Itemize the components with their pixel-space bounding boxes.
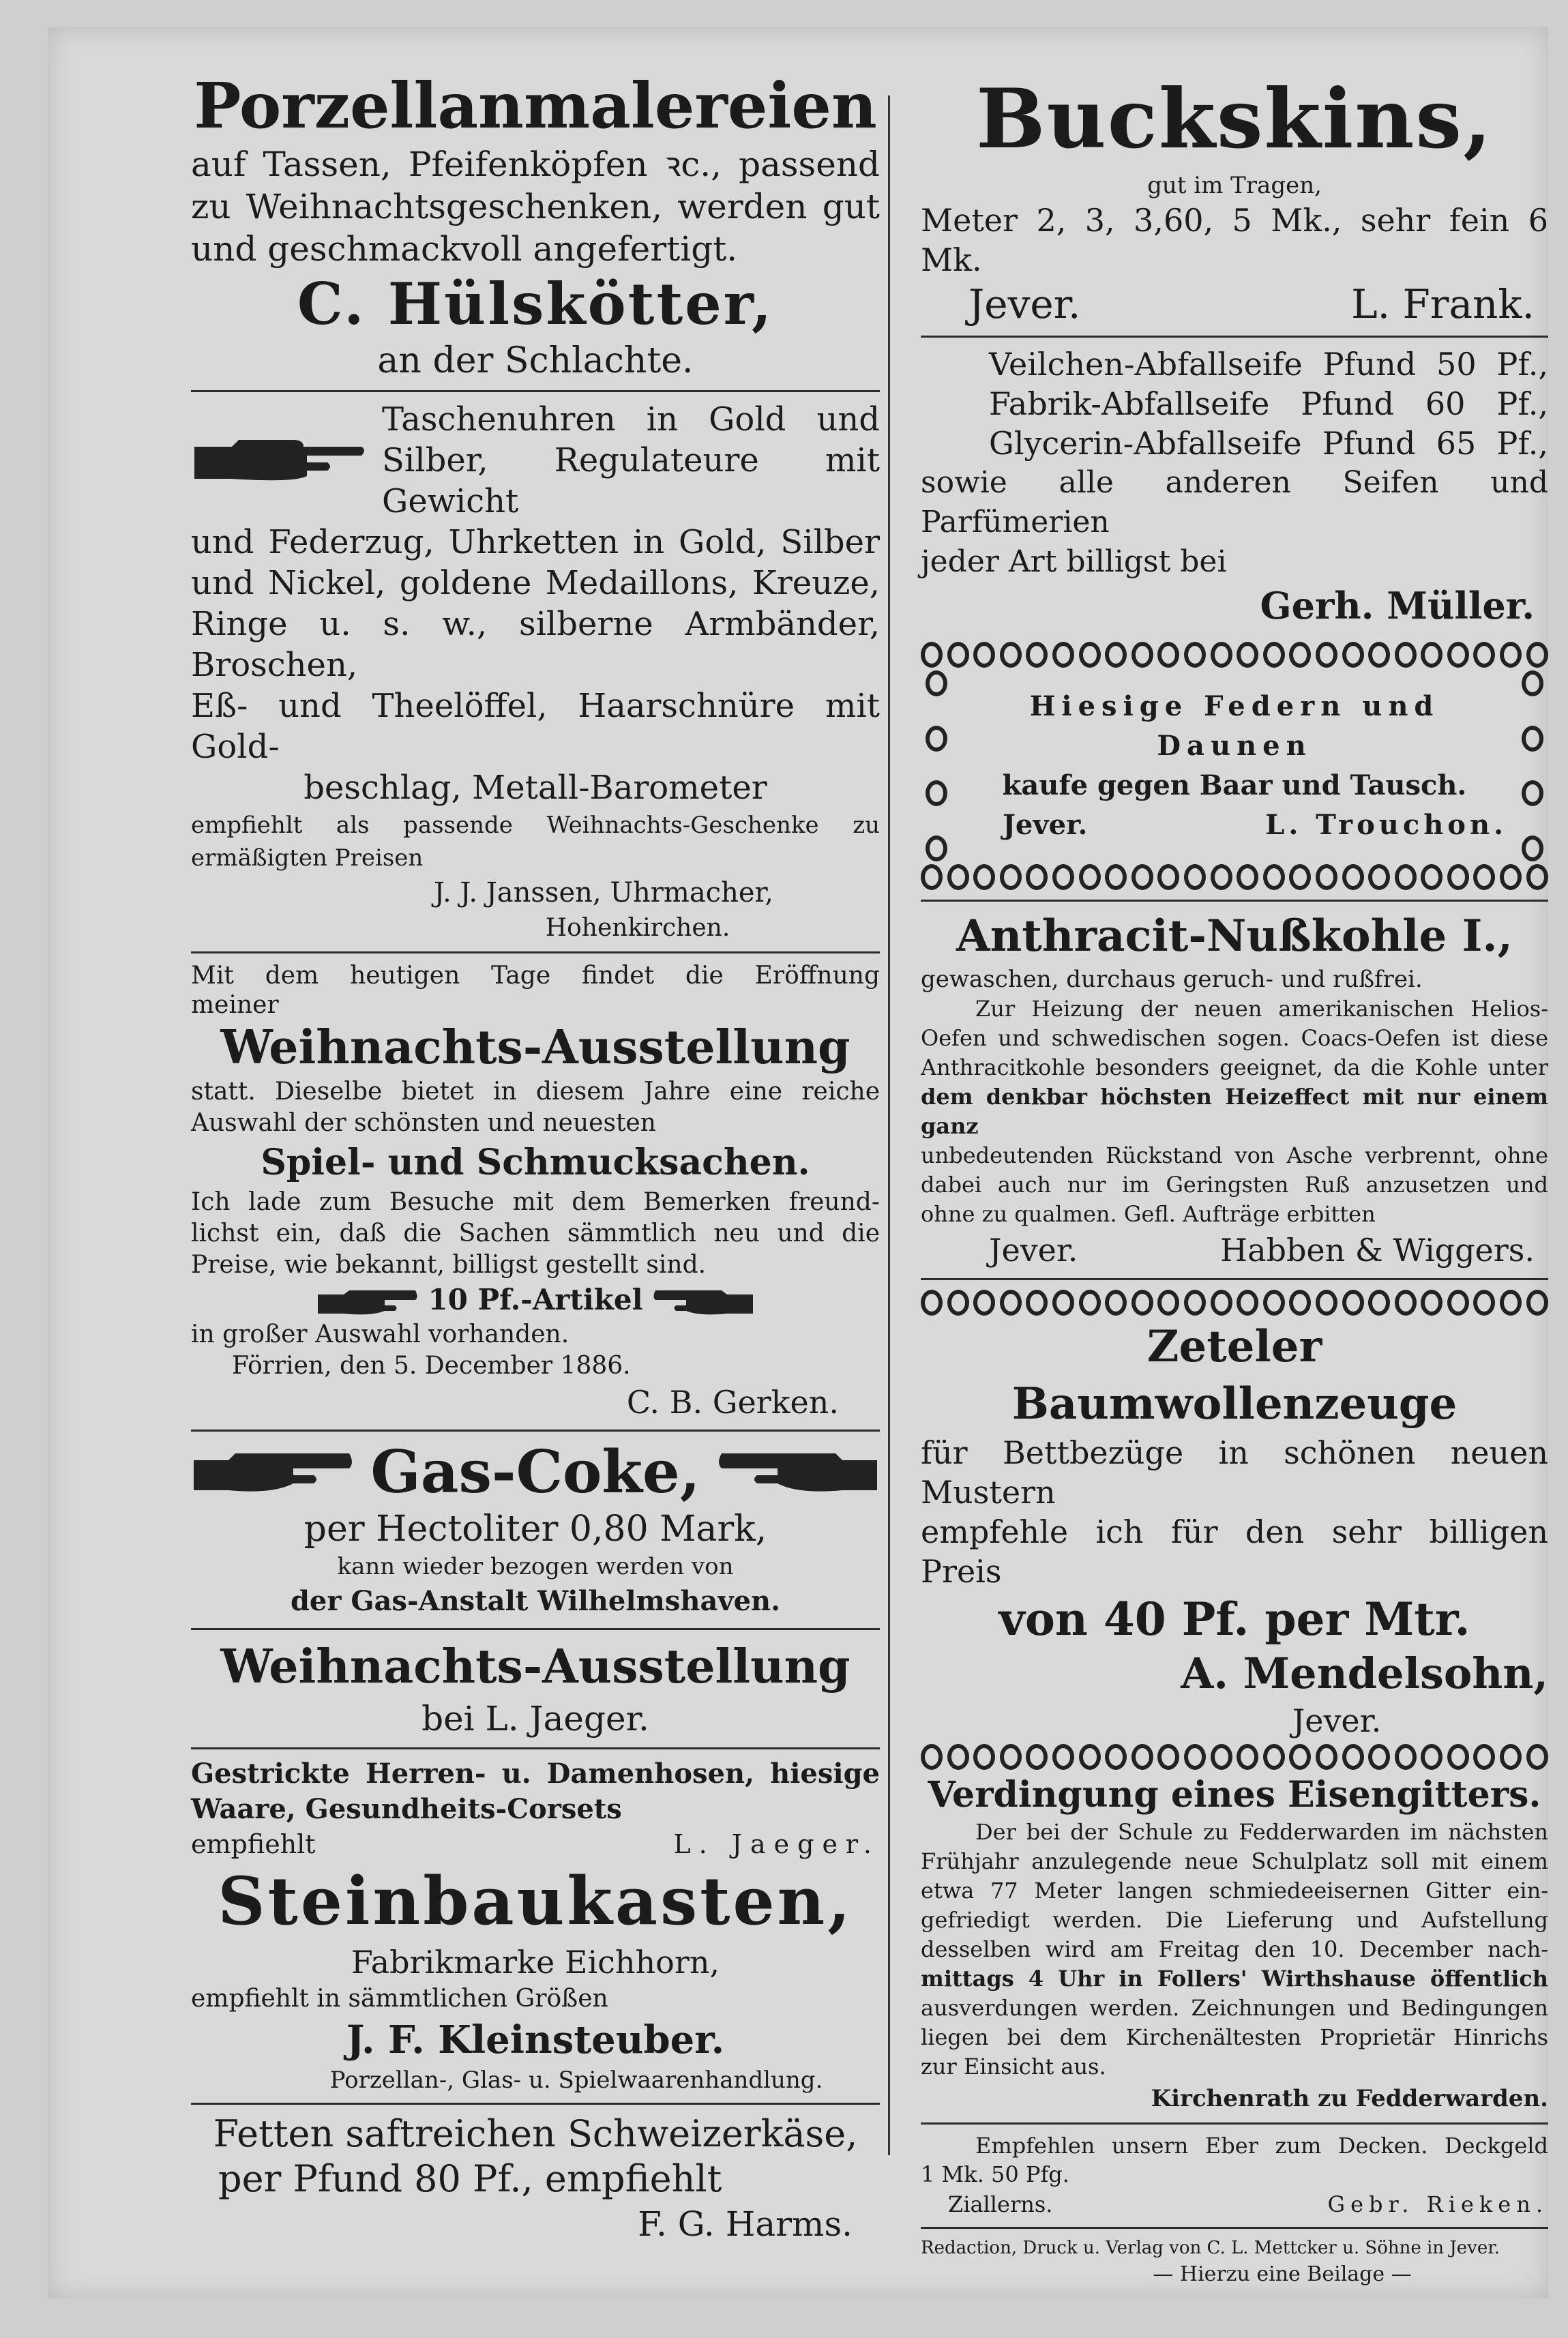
ad-text: Ringe u. s. w., silberne Armbänder, Broschen,: [191, 605, 880, 684]
advertiser-name: C. Hülskötter,: [297, 270, 774, 338]
advertiser-name: Kirchenrath zu Fedderwarden.: [1151, 2085, 1548, 2112]
divider: [921, 2227, 1548, 2229]
advertiser-name: J. J. Janssen, Uhrmacher,: [434, 877, 773, 908]
ornament-dot: [1211, 1744, 1232, 1770]
advertiser-place: Jever.: [1292, 1702, 1382, 1739]
ornament-dot: [1526, 1744, 1548, 1770]
ornament-dot: [1000, 1744, 1022, 1770]
ad-text: auf Tassen, Pfeifenköpfen ꝛc., passend: [191, 145, 880, 184]
ad-text: Fabrik-Abfallseife Pfund 60 Pf.,: [989, 385, 1548, 422]
ad-text: per Hectoliter 0,80 Mark,: [304, 1509, 767, 1550]
ad-text: empfiehlt als passende Weihnachts-Geschenke zu: [191, 812, 880, 839]
ornament-dot: [973, 1744, 995, 1770]
ad-zeteler: [921, 1287, 1548, 1741]
right-column: [921, 68, 1548, 2289]
advertiser-place: Ziallerns.: [948, 2191, 1053, 2217]
ornament-dot: [1447, 1744, 1469, 1770]
ornament-dot: [1421, 864, 1443, 890]
ornament-dot: [1211, 642, 1232, 668]
ornament-dot: [1473, 1290, 1495, 1316]
ad-text: Der bei der Schule zu Fedderwarden im nächsten: [975, 1819, 1548, 1845]
advertiser-name: Gerh. Müller.: [1260, 584, 1535, 627]
ornament-dot: [926, 726, 947, 752]
ornament-dot: [1473, 642, 1495, 668]
ornament-dot: [973, 864, 995, 890]
ornament-dot: [947, 864, 969, 890]
ornament-dot: [1079, 642, 1101, 668]
ornament-dot: [1131, 864, 1153, 890]
ornament-dot: [1395, 1744, 1417, 1770]
divider: [191, 1628, 880, 1630]
ad-text: Auswahl der schönsten und neuesten: [191, 1109, 656, 1137]
ornament-dot: [1316, 864, 1337, 890]
ornament-dot: [1289, 642, 1311, 668]
ad-text: Veilchen-Abfallseife Pfund 50 Pf.,: [989, 346, 1548, 383]
ornament-dot: [1289, 1744, 1311, 1770]
divider: [191, 390, 880, 392]
ad-eber: [921, 2131, 1548, 2220]
ad-text: empfehle ich für den sehr billigen Preis: [921, 1513, 1548, 1590]
ad-text: ausverdungen werden. Zeichnungen und Bedingungen: [921, 1995, 1548, 2021]
ornament-dot: [1237, 642, 1258, 668]
ad-text: sowie alle anderen Seifen und Parfümerien: [921, 465, 1548, 539]
ornament-dot: [1342, 864, 1364, 890]
ornament-dot: [1105, 642, 1127, 668]
advertiser-name: L. Frank.: [1351, 281, 1535, 327]
ad-title: Buckskins,: [976, 71, 1493, 167]
ornament-dot: [1131, 1744, 1153, 1770]
ad-text: und geschmackvoll angefertigt.: [191, 229, 738, 269]
ad-text: zur Einsicht aus.: [921, 2054, 1106, 2080]
ad-text: Silber, Regulateure mit Gewicht: [382, 441, 880, 520]
ad-text: Gestrickte Herren- u. Damenhosen, hiesige: [191, 1758, 880, 1790]
ornament-dot: [1237, 1744, 1258, 1770]
ad-text: Meter 2, 3, 3,60, 5 Mk., sehr fein 6 Mk.: [921, 202, 1548, 278]
ornament-dot: [1395, 1290, 1417, 1316]
ornament-dot: [926, 780, 947, 806]
ornament-dot: [1184, 864, 1206, 890]
ornament-dot: [1522, 670, 1543, 696]
ornament-dot: [1000, 864, 1022, 890]
ornament-dot: [1342, 642, 1364, 668]
ornament-dot: [1079, 1744, 1101, 1770]
dot-border-top: [921, 639, 1548, 670]
ad-text: dabei auch nur im Geringsten Ruß anzusetzen und: [921, 1172, 1548, 1198]
ad-text: per Pfund 80 Pf., empfiehlt: [218, 2157, 722, 2200]
ornament-dot: [947, 1744, 969, 1770]
ad-subtitle: bei L. Jaeger.: [421, 1699, 649, 1738]
ornament-dot: [921, 1744, 943, 1770]
ad-date: Förrien, den 5. December 1886.: [232, 1352, 631, 1380]
ornament-dot: [1184, 1290, 1206, 1316]
ad-text: Fabrikmarke Eichhorn,: [351, 1944, 720, 1981]
ad-taschenuhren: [191, 399, 880, 945]
ornament-dot: [1500, 1290, 1522, 1316]
ornament-dot: [1237, 864, 1258, 890]
advertiser-place: Jever.: [968, 281, 1081, 327]
ornament-dot: [1263, 642, 1285, 668]
ad-text: ohne zu qualmen. Gefl. Aufträge erbitten: [921, 1201, 1376, 1227]
ad-text: Preise, wie bekannt, billigst gestellt sind.: [191, 1251, 707, 1279]
ad-text: empfiehlt: [191, 1829, 316, 1859]
ornament-dot: [1157, 642, 1179, 668]
ornament-dot: [1342, 1290, 1364, 1316]
ad-text: etwa 77 Meter langen schmiedeeisernen Gitter ein-: [921, 1878, 1548, 1904]
advertiser-name: F. G. Harms.: [638, 2204, 853, 2244]
ad-text: gut im Tragen,: [1147, 172, 1322, 199]
ornament-dot: [1342, 1744, 1364, 1770]
advertiser-place: an der Schlachte.: [377, 340, 694, 381]
advertiser-name: L. Trouchon.: [1265, 809, 1507, 841]
divider: [921, 2122, 1548, 2125]
advertiser-name: A. Mendelsohn,: [1181, 1648, 1548, 1698]
ornament-dot: [1211, 864, 1232, 890]
ornament-dot: [1526, 642, 1548, 668]
dot-border: [921, 1741, 1548, 1773]
ornament-dot: [1157, 864, 1179, 890]
ad-text: meiner: [191, 991, 279, 1019]
ornament-dot: [1131, 1290, 1153, 1316]
ornament-dot: [921, 642, 943, 668]
ad-title: Porzellanmalereien: [194, 69, 877, 143]
divider: [921, 1278, 1548, 1280]
ornament-dot: [973, 642, 995, 668]
ornament-dot: [1079, 864, 1101, 890]
imprint: [921, 2236, 1548, 2289]
ad-title: Weihnachts-Ausstellung: [220, 1020, 850, 1075]
ornament-dot: [1263, 1290, 1285, 1316]
ad-title: Gas-Coke,: [370, 1438, 700, 1507]
ornament-dot: [1316, 1290, 1337, 1316]
ornament-dot: [1105, 1290, 1127, 1316]
dot-border-left: [921, 670, 952, 861]
ad-text: empfiehlt in sämmtlichen Größen: [191, 1985, 608, 2013]
ornament-dot: [1316, 1744, 1337, 1770]
ad-text: Mit dem heutigen Tage findet die Eröffnung: [191, 962, 880, 990]
pointing-hand-icon: [716, 1445, 880, 1500]
ad-title: Anthracit-Nußkohle I.,: [956, 911, 1513, 962]
ornament-dot: [1184, 1744, 1206, 1770]
ad-weihnachts-ausstellung-jaeger: [191, 1637, 880, 1741]
ad-text: der Gas-Anstalt Wilhelmshaven.: [290, 1585, 781, 1617]
ad-text: und Federzug, Uhrketten in Gold, Silber: [191, 523, 880, 561]
dot-border: [921, 1287, 1548, 1318]
ornament-dot: [1105, 1744, 1127, 1770]
divider: [191, 2103, 880, 2105]
ornament-dot: [921, 864, 943, 890]
ad-text: dem denkbar höchsten Heizeffect mit nur einem ganz: [921, 1084, 1548, 1139]
divider: [921, 900, 1548, 902]
ornament-dot: [921, 1290, 943, 1316]
ad-text: Taschenuhren in Gold und: [382, 400, 880, 439]
ad-text: kann wieder bezogen werden von: [337, 1553, 734, 1580]
ad-text: Anthracitkohle besonders geeignet, da die Kohle unter: [921, 1054, 1548, 1080]
pointing-hand-icon: [191, 1445, 355, 1500]
pointing-hand-icon: [191, 430, 368, 491]
ornament-dot: [1447, 1290, 1469, 1316]
ad-title: Weihnachts-Ausstellung: [220, 1640, 850, 1694]
ornament-dot: [1368, 864, 1390, 890]
ad-seifen: [921, 344, 1548, 630]
ornament-dot: [1316, 642, 1337, 668]
ad-text: für Bettbezüge in schönen neuen Mustern: [921, 1434, 1548, 1511]
ornament-dot: [1289, 1290, 1311, 1316]
ornament-dot: [1500, 642, 1522, 668]
ornament-dot: [947, 1290, 969, 1316]
advertiser-name: L. Jaeger.: [673, 1829, 880, 1859]
ad-verdingung: [921, 1741, 1548, 2116]
ad-steinbaukasten: [191, 1861, 880, 2096]
ad-text: in großer Auswahl vorhanden.: [191, 1320, 569, 1348]
ad-text: unbedeutenden Rückstand von Asche verbrennt, ohne: [921, 1142, 1548, 1168]
ad-text: Fetten saftreichen Schweizerkäse,: [213, 2112, 858, 2155]
ornament-dot: [1368, 642, 1390, 668]
imprint-note: — Hierzu eine Beilage —: [1153, 2262, 1412, 2286]
left-column: [191, 68, 880, 2247]
ad-text: Eß- und Theelöffel, Haarschnüre mit Gold-: [191, 687, 880, 766]
ad-text: Zur Heizung der neuen amerikanischen Helios-: [975, 996, 1548, 1022]
imprint-text: Redaction, Druck u. Verlag von C. L. Mettcker u. Söhne in Jever.: [921, 2238, 1500, 2258]
ornament-dot: [1473, 864, 1495, 890]
ad-text: beschlag, Metall-Barometer: [304, 769, 767, 807]
divider: [191, 951, 880, 953]
ad-text: gewaschen, durchaus geruch- und rußfrei.: [921, 966, 1423, 993]
ad-highlight: von 40 Pf. per Mtr.: [999, 1593, 1470, 1646]
ornament-dot: [1473, 1744, 1495, 1770]
ad-text: Waare, Gesundheits-Corsets: [191, 1793, 622, 1825]
ornament-dot: [1526, 1290, 1548, 1316]
ornament-dot: [1263, 1744, 1285, 1770]
ad-text: und Nickel, goldene Medaillons, Kreuze,: [191, 564, 880, 602]
ornament-dot: [1522, 726, 1543, 752]
ornament-dot: [1421, 1290, 1443, 1316]
ornament-dot: [947, 642, 969, 668]
pointing-hand-icon: [316, 1285, 419, 1319]
ornament-dot: [1131, 642, 1153, 668]
ornament-dot: [1395, 864, 1417, 890]
ad-title: Verdingung eines Eisengitters.: [928, 1774, 1541, 1816]
ornament-dot: [1026, 1290, 1048, 1316]
ad-weihnachts-ausstellung-gerken: [191, 960, 880, 1423]
ornament-dot: [1526, 864, 1548, 890]
divider: [191, 1430, 880, 1432]
ad-title: Steinbaukasten,: [218, 1863, 853, 1940]
ornament-dot: [1026, 864, 1048, 890]
divider: [191, 1747, 880, 1749]
ornament-dot: [1026, 642, 1048, 668]
ad-text: Ich lade zum Besuche mit dem Bemerken freund-: [191, 1188, 880, 1216]
ornament-dot: [1500, 864, 1522, 890]
ad-schweizerkaese: [191, 2112, 880, 2247]
ornament-dot: [1289, 864, 1311, 890]
pointing-hand-icon: [652, 1285, 754, 1319]
ad-highlight: 10 Pf.-Artikel: [428, 1283, 643, 1316]
ornament-dot: [926, 670, 947, 696]
ad-text: Glycerin-Abfallseife Pfund 65 Pf.,: [989, 425, 1548, 462]
ornament-dot: [1211, 1290, 1232, 1316]
ornament-dot: [1368, 1290, 1390, 1316]
ornament-dot: [1368, 1744, 1390, 1770]
ornament-dot: [973, 1290, 995, 1316]
ad-anthracit: [921, 908, 1548, 1271]
ad-text: liegen bei dem Kirchenältesten Proprietär Hinrichs: [921, 2024, 1548, 2050]
ad-text: Frühjahr anzulegende neue Schulplatz soll mit einem: [921, 1848, 1548, 1874]
ad-text: lichst ein, daß die Sachen sämmtlich neu und die: [191, 1219, 880, 1247]
ad-text: zu Weihnachtsgeschenken, werden gut: [191, 187, 880, 226]
advertiser-name: Habben & Wiggers.: [1220, 1232, 1535, 1269]
ornament-dot: [1421, 642, 1443, 668]
divider: [921, 336, 1548, 338]
ad-subtitle: Spiel- und Schmucksachen.: [261, 1142, 810, 1183]
ornament-dot: [1522, 780, 1543, 806]
ornament-dot: [1079, 1290, 1101, 1316]
ornament-dot: [1447, 864, 1469, 890]
ad-text: Hiesige Federn und Daunen: [1029, 690, 1440, 762]
ad-text: Empfehlen unsern Eber zum Decken. Deckgeld: [975, 2133, 1548, 2159]
ad-text: 1 Mk. 50 Pfg.: [921, 2161, 1069, 2187]
ad-text: Porzellan-, Glas- u. Spielwaarenhandlung.: [329, 2067, 823, 2094]
ornament-dot: [1263, 864, 1285, 890]
ornament-dot: [1105, 864, 1127, 890]
ornament-dot: [1500, 1744, 1522, 1770]
ad-text: ermäßigten Preisen: [191, 844, 424, 872]
ornament-dot: [926, 835, 947, 861]
ad-buckskins: [921, 68, 1548, 329]
advertiser-place: Jever.: [1003, 809, 1088, 841]
advertiser-name: Gebr. Rieken.: [1327, 2191, 1548, 2217]
column-rule: [888, 95, 890, 2155]
ornament-dot: [1000, 1290, 1022, 1316]
ornament-dot: [1052, 1290, 1074, 1316]
ornament-dot: [1000, 642, 1022, 668]
ad-title: Zeteler Baumwollenzeuge: [1011, 1321, 1458, 1430]
ad-text: kaufe gegen Baar und Tausch.: [1002, 769, 1467, 801]
dot-border-right: [1517, 670, 1548, 861]
ornament-dot: [1447, 642, 1469, 668]
ornament-dot: [1052, 1744, 1074, 1770]
ornament-dot: [1026, 1744, 1048, 1770]
ornament-dot: [1157, 1744, 1179, 1770]
ad-text: desselben wird am Freitag den 10. December nach-: [921, 1936, 1548, 1962]
ornament-dot: [1237, 1290, 1258, 1316]
advertiser-place: Hohenkirchen.: [545, 914, 730, 942]
ad-text: gefriedigt werden. Die Lieferung und Aufstellung: [921, 1907, 1548, 1933]
ornament-dot: [1522, 835, 1543, 861]
advertiser-name: J. F. Kleinsteuber.: [346, 2017, 725, 2062]
ad-gestrickte-herrenhosen: [191, 1756, 880, 1861]
ornament-dot: [1052, 864, 1074, 890]
ornament-dot: [1395, 642, 1417, 668]
ornament-dot: [1157, 1290, 1179, 1316]
advertiser-name: C. B. Gerken.: [626, 1384, 839, 1421]
ad-text: Oefen und schwedischen sogen. Coacs-Oefen ist diese: [921, 1025, 1548, 1051]
ad-gas-coke: [191, 1438, 880, 1621]
ornament-dot: [1184, 642, 1206, 668]
dot-border-bottom: [921, 861, 1548, 893]
advertiser-place: Jever.: [989, 1232, 1078, 1269]
ornament-dot: [1052, 642, 1074, 668]
ad-text: statt. Dieselbe bietet in diesem Jahre eine reiche: [191, 1078, 880, 1106]
ad-text: mittags 4 Uhr in Follers' Wirthshause öffentlich: [921, 1966, 1548, 1992]
ad-federn-daunen: [921, 639, 1548, 893]
ad-text: jeder Art billigst bei: [921, 544, 1227, 579]
ad-porzellanmalereien: [191, 68, 880, 383]
ornament-dot: [1421, 1744, 1443, 1770]
